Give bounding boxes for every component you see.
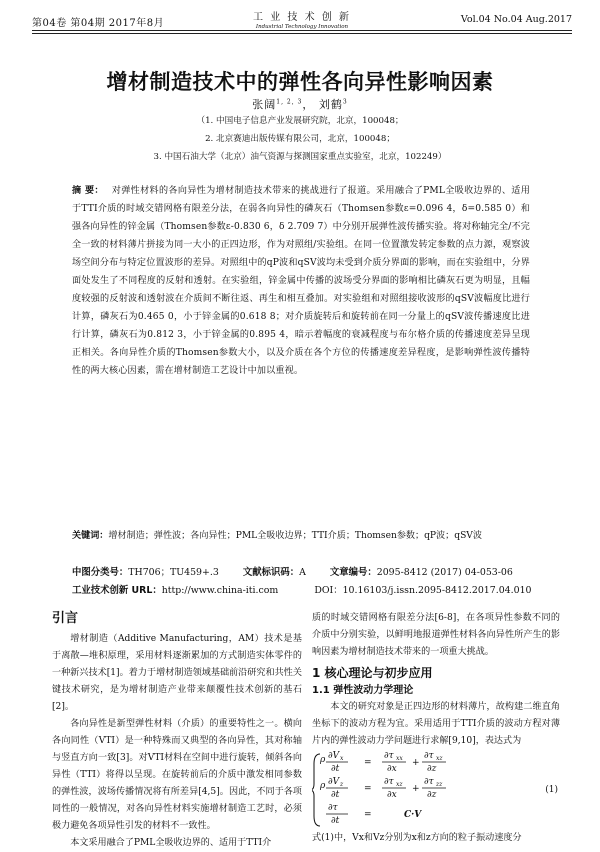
subsection-heading: 1.1 弹性波动力学理论 <box>312 685 414 696</box>
svg-text:=: = <box>364 784 372 794</box>
svg-text:ρ: ρ <box>320 781 326 791</box>
right-column <box>312 610 560 847</box>
svg-text:∂t: ∂t <box>331 790 340 800</box>
svg-text:ρ: ρ <box>320 755 326 765</box>
svg-text:∂V: ∂V <box>328 751 340 761</box>
doi: DOI：10.16103/j.issn.2095-8412.2017.04.010 <box>314 585 532 596</box>
author-name: 张阔 <box>252 98 277 111</box>
abstract <box>72 182 530 380</box>
svg-text:∂τ: ∂τ <box>328 803 338 813</box>
svg-text:zz: zz <box>436 781 443 788</box>
journal-url[interactable]: http://www.china-iti.com <box>161 585 279 596</box>
url-label: 工业技术创新 URL： <box>72 585 162 596</box>
svg-text:+: + <box>412 758 420 768</box>
svg-text:∂τ: ∂τ <box>424 777 434 787</box>
svg-text:+: + <box>412 784 420 794</box>
svg-text:xz: xz <box>436 755 443 762</box>
header-journal-en: Industrial Technology Innovation <box>255 24 349 30</box>
doc-code-value: A <box>299 567 306 578</box>
affiliation-line: （1. 中国电子信息产业发展研究院，北京，100048； <box>196 116 404 126</box>
article-id-label: 文章编号： <box>329 567 377 578</box>
header-rule-thin <box>32 33 572 34</box>
abstract-text: 对弹性材料的各向异性为增材制造技术带来的挑战进行了报道。采用融合了PML全吸收边界的、适用于TTI介质的时域交错网格有限差分法，在弱各向异性的磷灰石（Thomsen参数ε=0.096 4，δ=0.585 0）和强各向异性的锌金属（Thomsen参数ε-0.830 6，δ 2.709 7）中分别开展弹性波传播实验。将对称轴完全/不完全一致的材料薄片拼接为同一大小的正四边形，作为对照组/实验组。在同一位置激发转定参数的点力源，观察波场空间分布与特定位置波形的差异。对照组中的qP波和qSV波均未受到介质分界面的影响，而在实验组中，分界面处发生了不同程度的反射和透射。在实验组，锌金属中传播的波场受分界面的影响相比磷灰石更为明显，且幅度较强的反射波和透射波在介质间不断往返、再生和相互叠加。对实验组和对照组接收波形的qSV波幅度比进行计算，磷灰石为0.465 0，小于锌金属的0.618 8；对介质旋转后和旋转前在同一分量上的qSV波传播速度比进行计算，磷灰石为0.812 3，小于锌金属的0.895 4，暗示着幅度的衰减程度与布尔格介质的传播速度差异呈现正相关。各向异性介质的Thomsen参数大小，以及介质在各个方位的传播速度差异程度，是影响弹性波传播特性的两大核心因素，需在增材制造工艺设计中加以重视。 <box>72 186 530 376</box>
svg-text:∂t: ∂t <box>331 816 340 826</box>
header-journal <box>253 8 351 30</box>
clc-value: TH706；TU459+.3 <box>128 567 219 578</box>
svg-text:xz: xz <box>396 781 403 788</box>
header-journal-cn: 工 业 技 术 创 新 <box>253 12 351 23</box>
keywords-label: 关键词： <box>72 531 109 541</box>
header-issue: 第04卷 第04期 2017年8月 <box>32 18 165 29</box>
svg-text:∂x: ∂x <box>387 790 397 800</box>
author-affil-sup: 3 <box>342 98 348 106</box>
svg-text:z: z <box>340 781 344 788</box>
body-paragraph: 质的时域交错网格有限差分法[6-8]，在各项异性参数不同的介质中分别实验，以鲜明地报道弹性材料各向异性所产生的影响因素为增材制造技术带来的一项重大挑战。 <box>312 613 560 657</box>
left-column <box>52 610 302 852</box>
section-heading: 1 核心理论与初步应用 <box>312 666 433 680</box>
svg-text:∂t: ∂t <box>331 764 340 774</box>
affiliations <box>0 112 600 166</box>
svg-text:∂z: ∂z <box>427 790 437 800</box>
svg-text:=: = <box>364 758 372 768</box>
svg-text:∂τ: ∂τ <box>384 751 394 761</box>
clc-label: 中图分类号： <box>72 567 129 578</box>
paper-title: 增材制造技术中的弹性各向异性影响因素 <box>106 70 494 94</box>
svg-text:=: = <box>364 810 372 820</box>
intro-paragraph: 各向异性是新型弹性材料（介质）的重要特性之一。横向各向同性（VTI）是一种特殊而又典型的各向异性，其对称轴与竖直方向一致[3]。对VTI材料在空间中进行旋转，倾斜各向异性（TTI）将得以呈现。在旋转前后的介质中激发相同参数的弹性波，波场传播情况将有所差异[4,5]。因此，不同于各项同性的一般情况，对各向异性材料实施增材制造工艺时，必须极力避免各项异性引发的材料不一致性。 <box>52 719 302 831</box>
url-doi-line <box>72 582 532 596</box>
keywords <box>72 527 530 545</box>
svg-text:∂x: ∂x <box>387 764 397 774</box>
header-volume: Vol.04 No.04 Aug.2017 <box>460 14 572 25</box>
body-paragraph: 本文的研究对象是正四边形的材料薄片，故构建二维直角坐标下的波动方程为宜。采用适用于TTI介质的波动方程对薄片内的弹性波动力学问题进行求解[9,10]，表达式为 <box>312 702 560 746</box>
svg-text:x: x <box>340 755 344 762</box>
svg-text:∂τ: ∂τ <box>424 751 434 761</box>
doc-code-label: 文献标识码： <box>242 567 300 578</box>
svg-text:∂τ: ∂τ <box>384 777 394 787</box>
classification-line <box>72 564 532 578</box>
svg-text:∂z: ∂z <box>427 764 437 774</box>
equation-1 <box>312 750 560 830</box>
svg-text:xx: xx <box>396 755 403 762</box>
svg-text:∂V: ∂V <box>328 777 340 787</box>
keywords-text: 增材制造；弹性波；各向异性；PML全吸收边界；TTI介质；Thomsen参数；qP波；qSV波 <box>108 531 482 541</box>
running-header <box>32 6 572 30</box>
equation-number: (1) <box>545 785 558 795</box>
intro-paragraph: 本文采用融合了PML全吸收边界的、适用于TTI介 <box>70 838 272 848</box>
abstract-label: 摘 要： <box>72 186 104 196</box>
author-name: 刘鹤 <box>318 98 343 111</box>
affiliation-line: 3. 中国石油大学（北京）油气资源与探测国家重点实验室，北京，102249） <box>153 152 447 162</box>
intro-paragraph: 增材制造（Additive Manufacturing，AM）技术是基于离散—堆积原理，采用材料逐渐累加的方式制造实体零件的一种新兴技术[1]。着力于增材制造领域基础前沿研究和共性关键技术研究，是为增材制造产业带来颠覆性技术创新的基石[2]。 <box>52 634 302 712</box>
author-affil-sup: 1, 2, 3 <box>276 98 303 106</box>
author-line: 张阔$^{1, 2, 3}$， 刘鹤$^3$ <box>252 98 348 111</box>
body-paragraph: 式(1)中，Vx和Vz分别为x和z方向的粒子振动速度分 <box>312 833 522 843</box>
wave-equation-graphic <box>312 750 542 830</box>
article-id-value: 2095-8412 (2017) 04-053-06 <box>376 567 513 578</box>
svg-text:C·V: C·V <box>404 810 422 820</box>
affiliation-line: 2. 北京赛迪出版传媒有限公司，北京，100048； <box>205 134 395 144</box>
header-rule <box>32 30 572 31</box>
intro-heading: 引言 <box>52 611 79 626</box>
